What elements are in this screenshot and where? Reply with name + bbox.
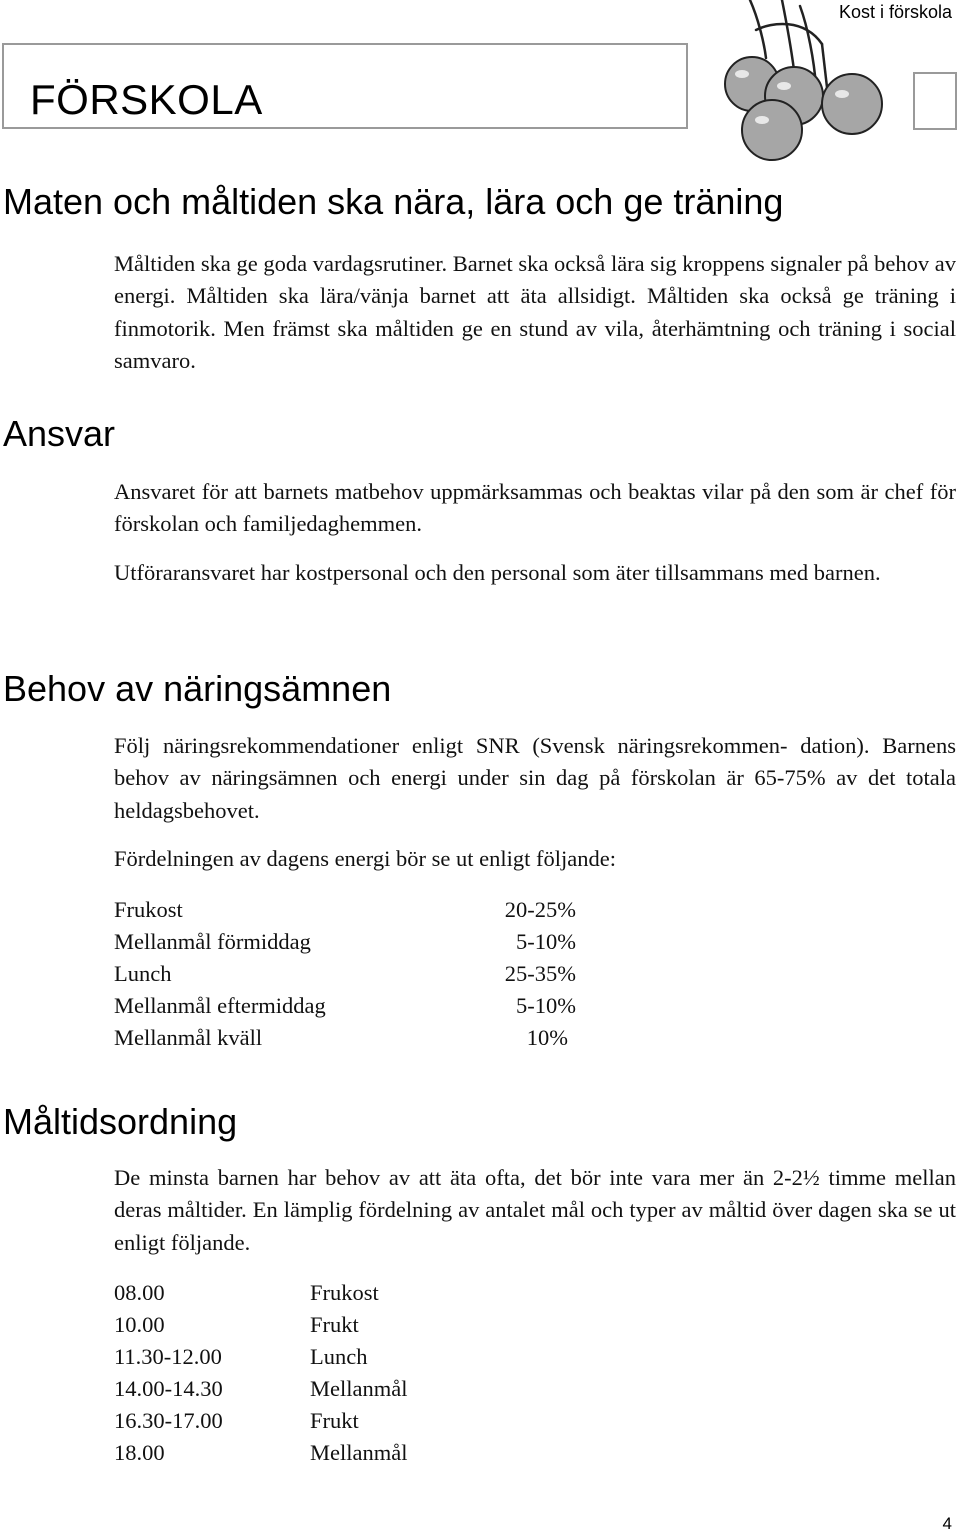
paragraph-maltid: De minsta barnen har behov av att äta ofta, det bör inte vara mer än 2-2½ timme mellan deras måltider. En lämplig fördelning av antalet mål och typer av måltid över dagen ska se ut enligt följande.	[114, 1165, 956, 1255]
schedule-time: 10.00	[114, 1312, 165, 1337]
energy-share: 20-25%	[504, 897, 576, 922]
energy-meal: Mellanmål förmiddag	[114, 929, 311, 954]
schedule-time: 14.00-14.30	[114, 1376, 223, 1401]
paragraph-maten: Måltiden ska ge goda vardagsrutiner. Barnet ska också lära sig kroppens signaler på behov av energi. Måltiden ska lära/vänja barnet att äta allsidigt. Måltiden ska också ge träning i finmotorik. Men främst ska måltiden ge en stund av vila, återhämtning och träning i social samvaro.	[114, 251, 956, 373]
energy-meal: Frukost	[114, 897, 183, 922]
schedule-meal: Frukost	[310, 1280, 379, 1305]
schedule-meal: Mellanmål	[310, 1440, 408, 1465]
heading-behov: Behov av näringsämnen	[3, 668, 392, 709]
paragraph-behov-2: Fördelningen av dagens energi bör se ut enligt följande:	[114, 846, 616, 871]
schedule-time: 16.30-17.00	[114, 1408, 223, 1433]
cherries-icon	[712, 0, 912, 170]
heading-ansvar: Ansvar	[3, 413, 116, 454]
running-header: Kost i förskola	[838, 2, 952, 22]
schedule-time: 11.30-12.00	[114, 1344, 222, 1369]
page-title: FÖRSKOLA	[30, 76, 263, 123]
heading-maten: Maten och måltiden ska nära, lära och ge träning	[3, 181, 784, 222]
schedule-meal: Mellanmål	[310, 1376, 408, 1401]
schedule-time: 08.00	[114, 1280, 165, 1305]
schedule-meal: Frukt	[310, 1312, 359, 1337]
schedule-time: 18.00	[114, 1440, 165, 1465]
paragraph-ansvar-1: Ansvaret för att barnets matbehov uppmärksammas och beaktas vilar på den som är chef för förskolan och familjedaghemmen.	[114, 479, 956, 537]
energy-share: 25-35%	[504, 961, 576, 986]
energy-share: 5-10%	[516, 993, 576, 1018]
energy-share: 5-10%	[516, 929, 576, 954]
energy-meal: Lunch	[114, 961, 172, 986]
heading-maltid: Måltidsordning	[3, 1101, 238, 1142]
schedule-meal: Frukt	[310, 1408, 359, 1433]
energy-meal: Mellanmål eftermiddag	[114, 993, 326, 1018]
paragraph-behov-1: Följ näringsrekommendationer enligt SNR (Svensk näringsrekommen- dation). Barnens behov av näringsämnen och energi under sin dag på förskolan är 65-75% av det totala heldagsbehovet.	[114, 733, 956, 823]
schedule-meal: Lunch	[310, 1344, 368, 1369]
page-number: 4	[942, 1514, 952, 1533]
energy-share: 10%	[526, 1025, 568, 1050]
energy-meal: Mellanmål kväll	[114, 1025, 263, 1050]
corner-box	[913, 72, 957, 130]
paragraph-ansvar-2: Utföraransvaret har kostpersonal och den personal som äter tillsammans med barnen.	[114, 560, 881, 585]
title-box	[2, 43, 688, 129]
